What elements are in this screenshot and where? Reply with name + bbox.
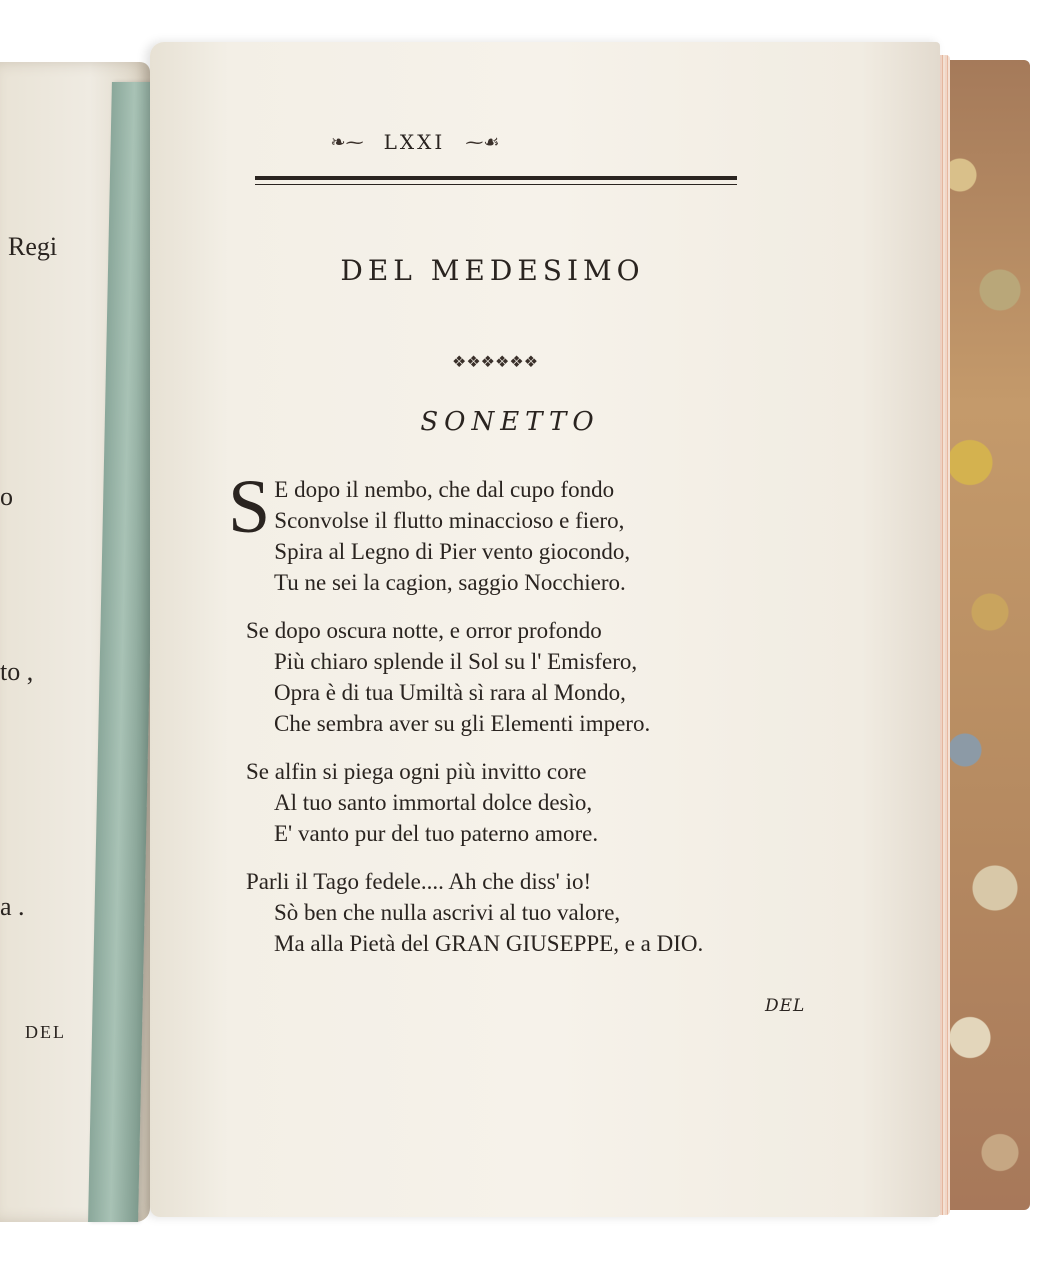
poem-line: Se alfin si piega ogni più invitto core: [246, 759, 587, 784]
stanza: [228, 465, 828, 598]
poem-line: Che sembra aver su gli Elementi impero.: [274, 711, 651, 736]
catchword: DEL: [765, 996, 806, 1016]
poem-subtitle: SONETTO: [420, 407, 600, 437]
poem-line: Opra è di tua Umiltà sì rara al Mondo,: [274, 680, 626, 705]
poem-line: Più chiaro splende il Sol su l' Emisfero,: [274, 649, 638, 674]
poem-line: E' vanto pur del tuo paterno amore.: [274, 821, 599, 846]
poem-line: Ma alla Pietà del GRAN GIUSEPPE, e a DIO.: [274, 931, 704, 956]
fleuron-right-icon: ⁓☙: [465, 131, 500, 153]
left-page-fragment: a .: [0, 892, 25, 921]
poem-line: Parli il Tago fedele.... Ah che diss' io!: [246, 869, 592, 894]
stanza: [228, 756, 828, 849]
header-rule: [255, 176, 737, 180]
poem-line: Tu ne sei la cagion, saggio Nocchiero.: [274, 570, 626, 595]
left-page-fragment: o: [0, 482, 13, 511]
drop-cap: S: [228, 465, 271, 549]
poem-line: Se dopo oscura notte, e orror profondo: [246, 618, 602, 643]
left-page-catchword: DEL: [25, 1022, 66, 1042]
page-number: LXXI: [383, 130, 446, 154]
poem-line: Spira al Legno di Pier vento giocondo,: [274, 539, 631, 564]
stanza: [228, 866, 828, 959]
left-page-fragment: Regi: [8, 232, 58, 261]
header-rule-thin: [255, 184, 737, 185]
ornament-row: ❖❖❖❖❖❖: [451, 352, 539, 371]
running-head: [240, 130, 590, 154]
sonnet: [228, 465, 828, 976]
stanza: [228, 615, 828, 739]
fleuron-left-icon: ❧⁓: [330, 131, 364, 153]
page-title: DEL MEDESIMO: [340, 254, 645, 287]
poem-line: Al tuo santo immortal dolce desìo,: [274, 790, 593, 815]
poem-line: Sconvolse il flutto minaccioso e fiero,: [274, 508, 625, 533]
left-page-fragment: to ,: [0, 657, 34, 686]
poem-line: Sò ben che nulla ascrivi al tuo valore,: [274, 900, 621, 925]
poem-line: E dopo il nembo, che dal cupo fondo: [274, 477, 615, 502]
